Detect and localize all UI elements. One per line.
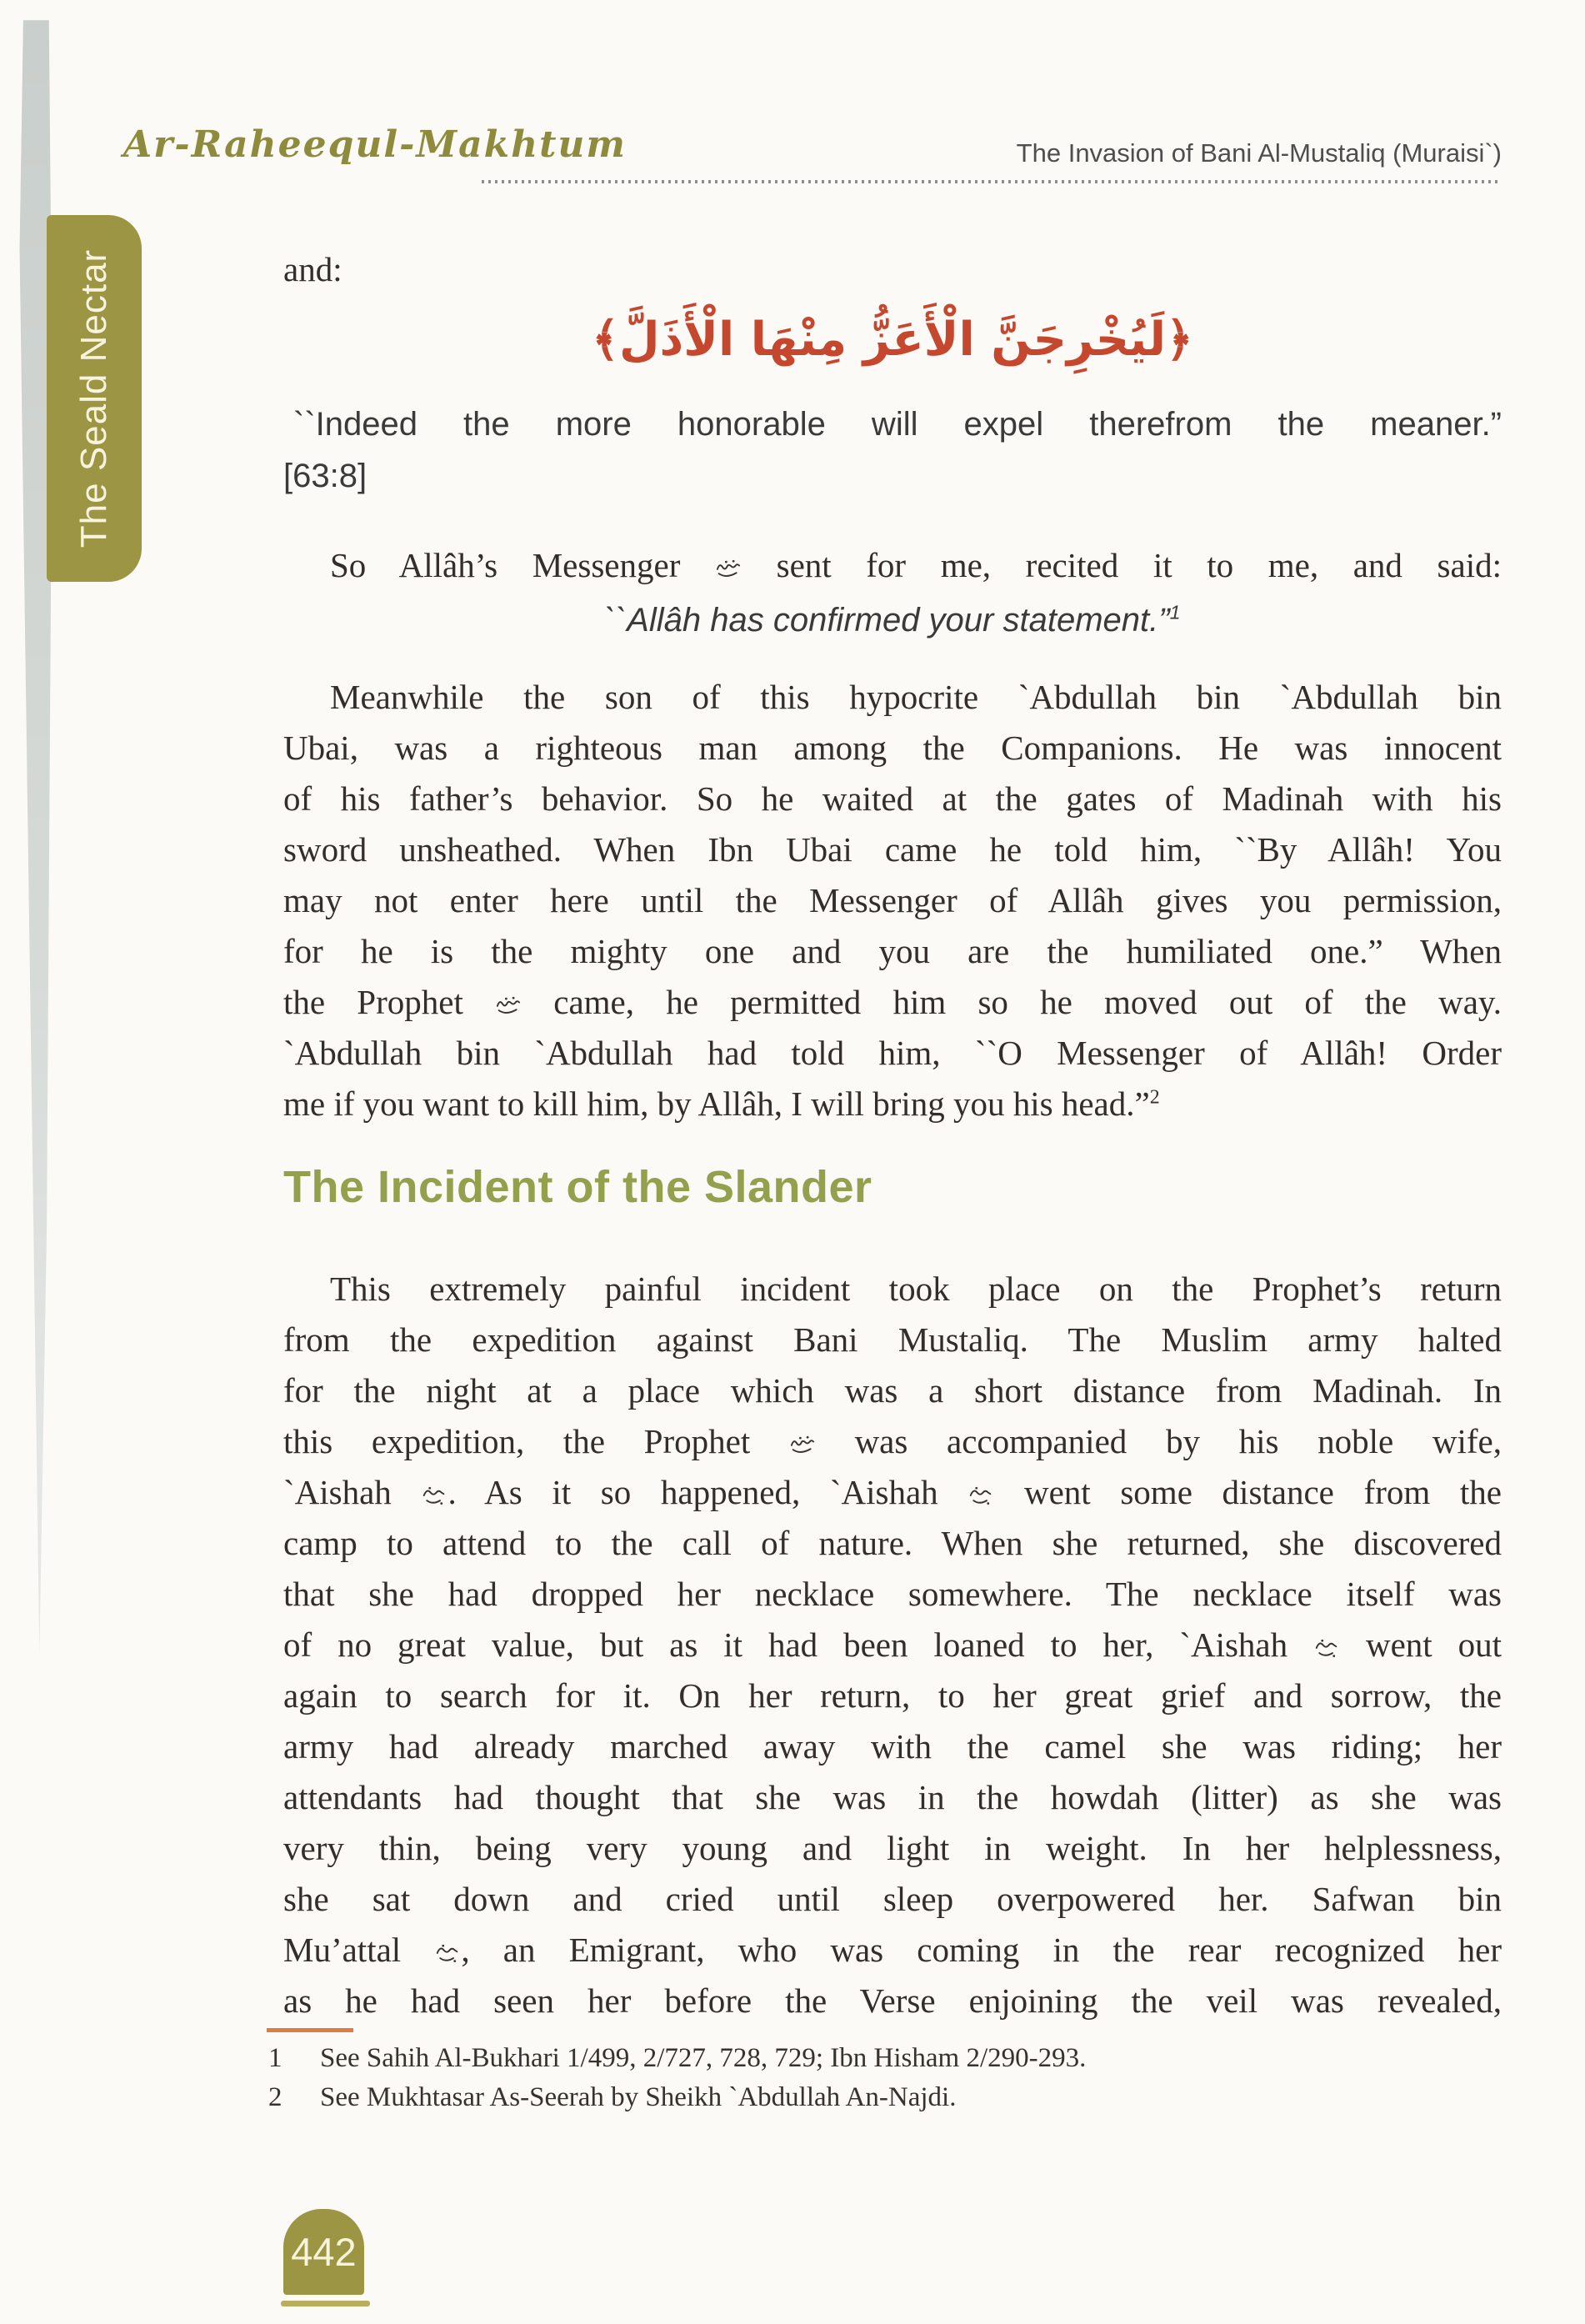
text-line: Meanwhile the son of this hypocrite `Abdullah bin `Abdullah bin	[330, 678, 1502, 716]
footnote-ref: 1	[1169, 601, 1181, 624]
page-number-badge: 442	[283, 2209, 364, 2295]
footnote-text: See Mukhtasar As-Seerah by Sheikh `Abdullah An-Najdi.	[320, 2082, 957, 2112]
page-number-underline	[281, 2301, 370, 2306]
text-line: again to search for it. On her return, to her great grief and sorrow, the	[283, 1676, 1502, 1715]
radiallahu-anhu-icon	[1313, 1636, 1340, 1660]
narration-line: So Allâh’s Messenger sent for me, recited it to me, and said:	[330, 546, 1502, 584]
text-line: attendants had thought that she was in the howdah (litter) as she was	[283, 1778, 1502, 1816]
text-line: for the night at a place which was a short distance from Madinah. In	[283, 1371, 1502, 1410]
text-line: this expedition, the Prophet was accompanied by his noble wife,	[283, 1422, 1502, 1460]
paragraph	[283, 672, 1502, 1129]
sallallahu-alayhi-wasallam-icon	[789, 1433, 816, 1456]
quran-verse-arabic: ﴿لَيُخْرِجَنَّ الْأَعَزُّ مِنْهَا الْأَذَلَّ﴾	[592, 313, 1193, 367]
footnote	[268, 2078, 1502, 2117]
chapter-running-head: The Invasion of Bani Al-Mustaliq (Muraisi`)	[1016, 138, 1502, 168]
text-line: sword unsheathed. When Ibn Ubai came he told him, ``By Allâh! You	[283, 830, 1502, 869]
footnote	[268, 2039, 1502, 2078]
paragraph	[283, 1264, 1502, 2026]
radiallahu-anhu-icon	[968, 1484, 994, 1507]
footnote-number: 1	[268, 2043, 282, 2073]
verse-translation	[283, 398, 1502, 502]
text-line: This extremely painful incident took place on the Prophet’s return	[330, 1270, 1502, 1308]
text-line: may not enter here until the Messenger of Allâh gives you permission,	[283, 881, 1502, 919]
connector-word: and:	[283, 250, 342, 288]
footnote-number: 2	[268, 2082, 282, 2112]
text-line: of his father’s behavior. So he waited at the gates of Madinah with his	[283, 779, 1502, 818]
text-line: the Prophet came, he permitted him so he moved out of the way.	[283, 983, 1502, 1021]
sallallahu-alayhi-wasallam-icon	[495, 994, 522, 1017]
text-line: that she had dropped her necklace somewhere. The necklace itself was	[283, 1575, 1502, 1613]
text-line: very thin, being very young and light in weight. In her helplessness,	[283, 1829, 1502, 1867]
text-column	[268, 0, 1502, 2324]
text-line: Ubai, was a righteous man among the Companions. He was innocent	[283, 729, 1502, 767]
text-line: from the expedition against Bani Mustaliq. The Muslim army halted	[283, 1320, 1502, 1359]
text-line: `Aishah . As it so happened, `Aishah went some distance from the	[283, 1473, 1502, 1511]
text-line: [63:8]	[283, 458, 368, 494]
book-title-script: Ar-Raheequl-Makhtum	[123, 123, 627, 166]
footnote-separator	[267, 2028, 353, 2032]
sallallahu-alayhi-wasallam-icon	[715, 557, 742, 580]
prophet-quote: ``Allâh has confirmed your statement.”$^1$	[604, 601, 1181, 639]
text-line: `Abdullah bin `Abdullah had told him, ``O Messenger of Allâh! Order	[283, 1034, 1502, 1072]
text-line: of no great value, but as it had been loaned to her, `Aishah went out	[283, 1625, 1502, 1664]
radiallahu-anhu-icon	[421, 1484, 448, 1507]
section-heading: The Incident of the Slander	[283, 1162, 872, 1212]
text-line: as he had seen her before the Verse enjoining the veil was revealed,	[283, 1981, 1502, 2020]
side-tab-label: The Seald Nectar	[73, 248, 114, 548]
text-line: camp to attend to the call of nature. When she returned, she discovered	[283, 1524, 1502, 1562]
text-line: Mu’attal , an Emigrant, who was coming in the rear recognized her	[283, 1931, 1502, 1969]
text-line: for he is the mighty one and you are the humiliated one.” When	[283, 932, 1502, 970]
text-line: she sat down and cried until sleep overpowered her. Safwan bin	[283, 1880, 1502, 1918]
text-line: me if you want to kill him, by Allâh, I will bring you his head.”$^2$	[283, 1084, 1160, 1123]
radiallahu-anhu-icon	[434, 1941, 461, 1965]
footnotes	[268, 2039, 1502, 2117]
footnote-ref: 2	[1149, 1086, 1160, 1109]
footnote-text: See Sahih Al-Bukhari 1/499, 2/727, 728, 729; Ibn Hisham 2/290-293.	[320, 2043, 1087, 2073]
text-line: army had already marched away with the camel she was riding; her	[283, 1727, 1502, 1766]
text-line: ``Indeed the more honorable will expel therefrom the meaner.”	[293, 406, 1502, 443]
